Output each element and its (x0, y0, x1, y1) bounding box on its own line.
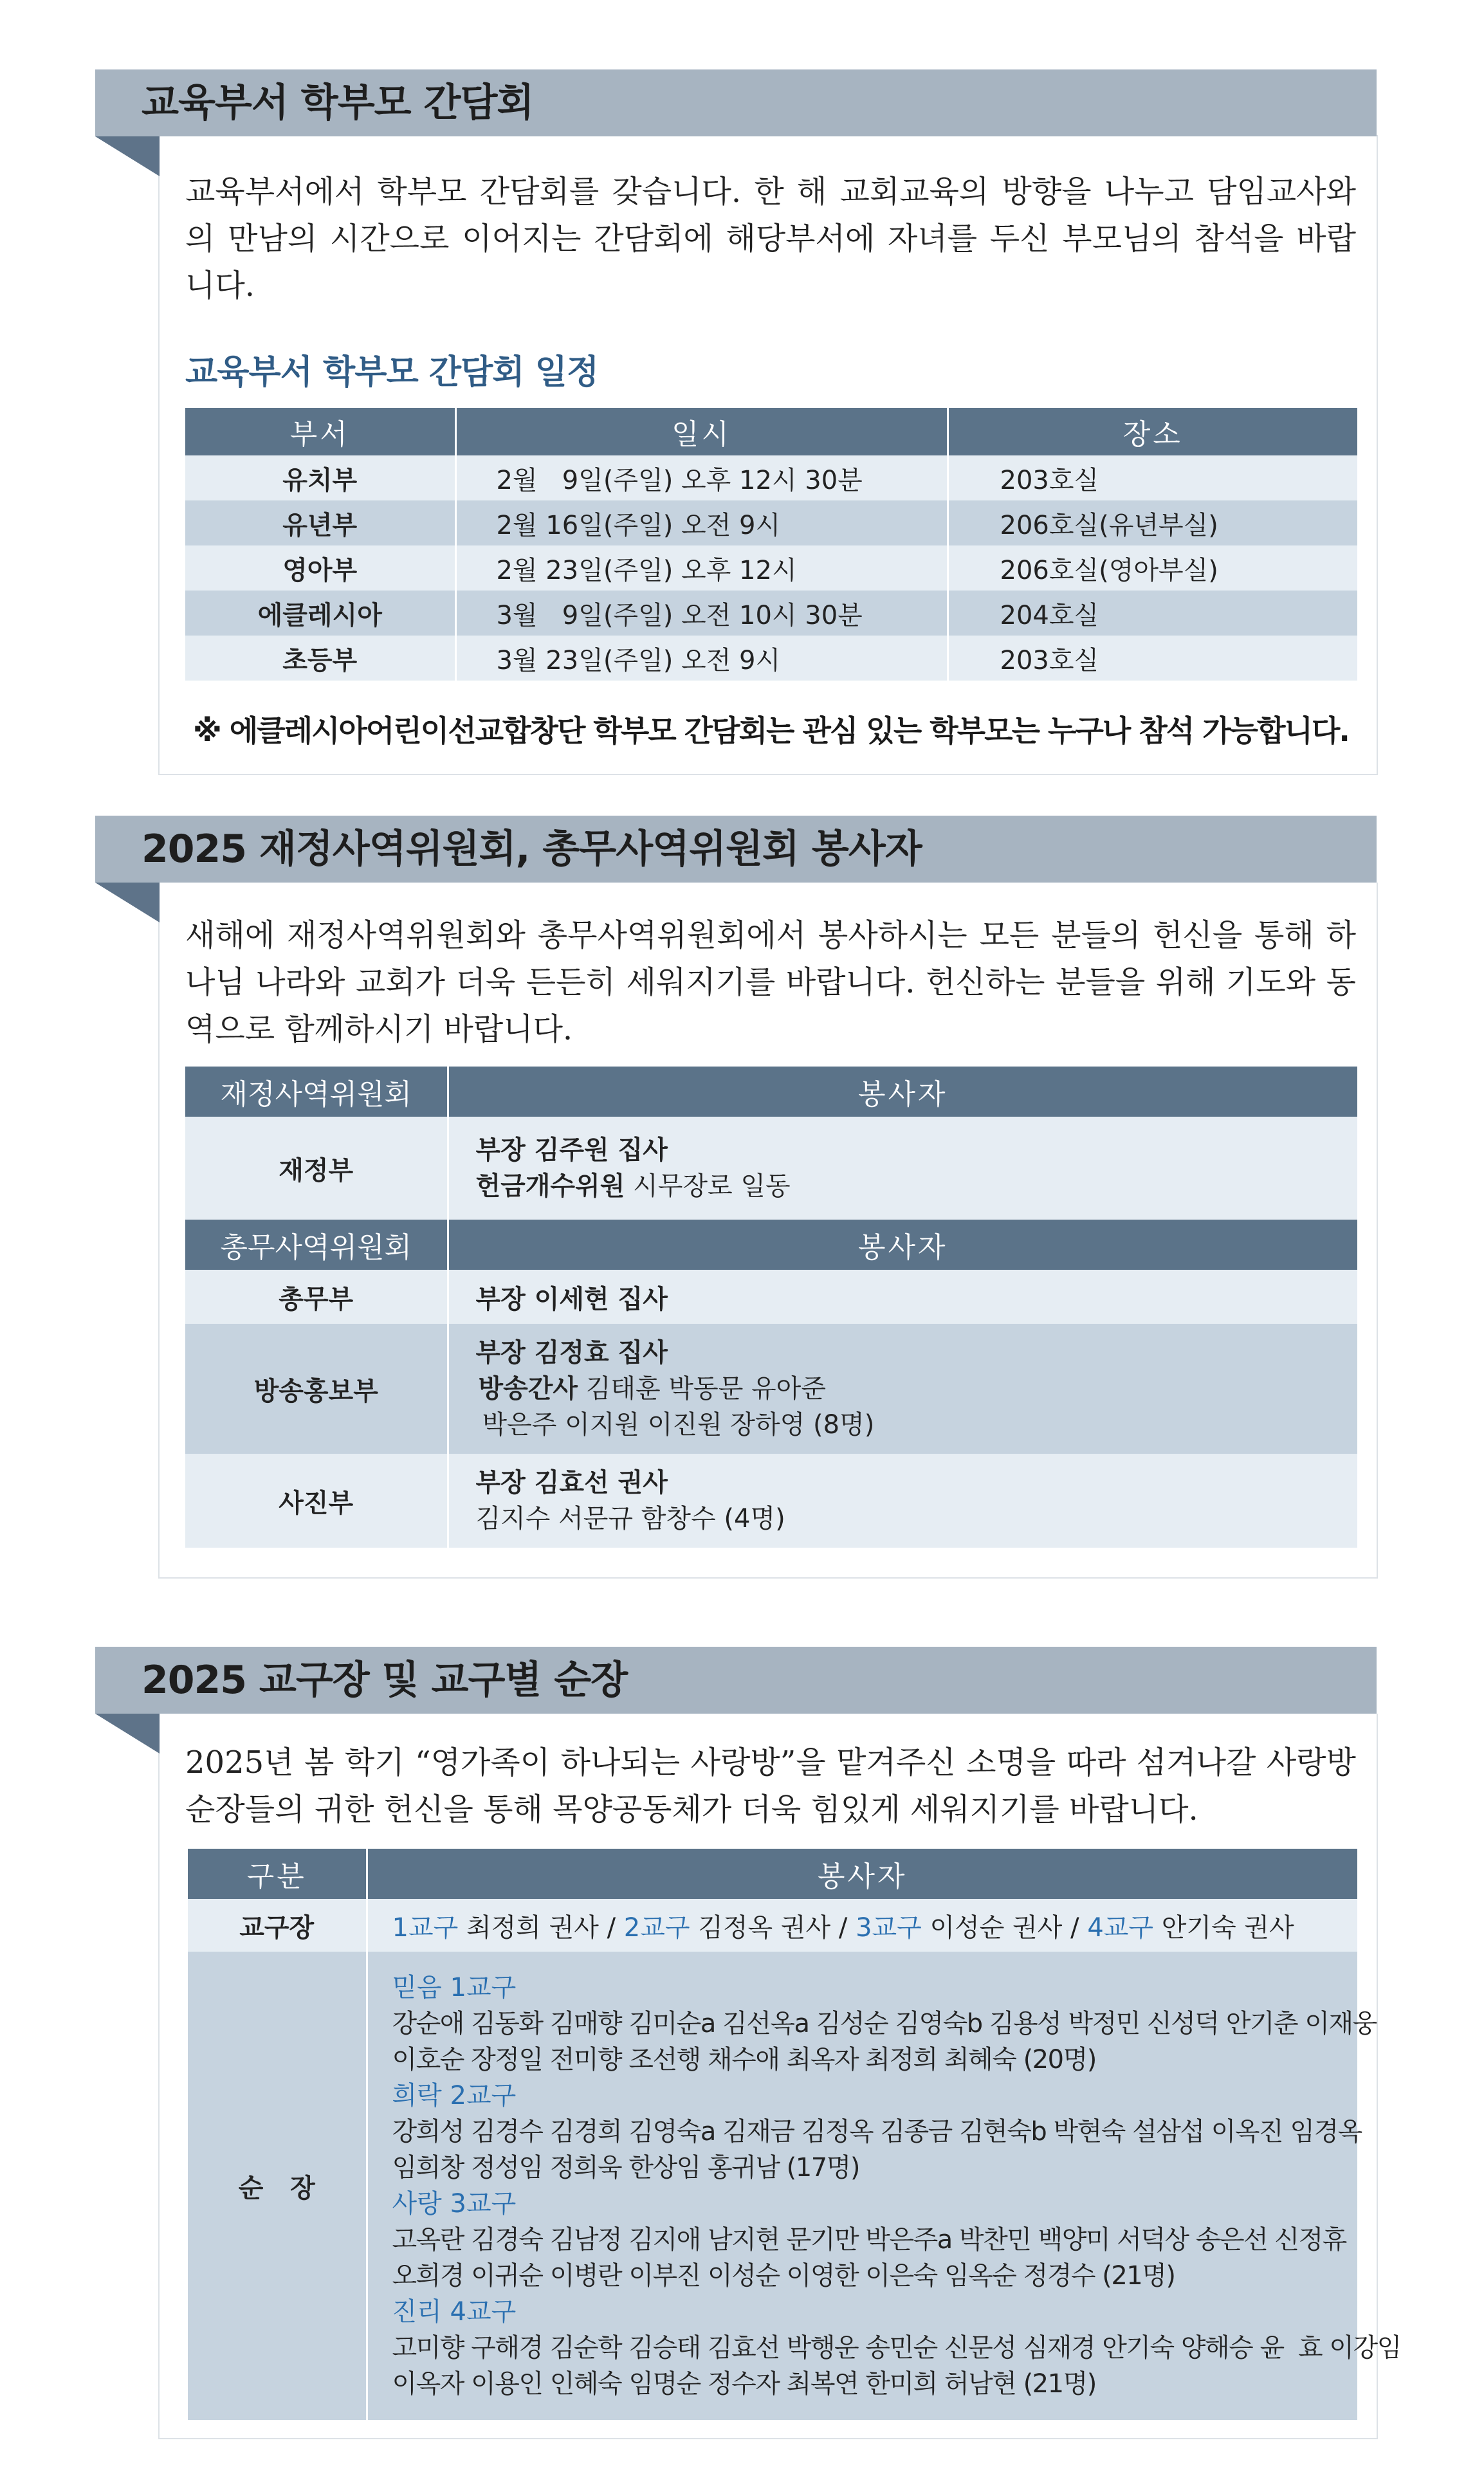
schedule-title: 교육부서 학부모 간담회 일정 (185, 353, 599, 392)
leader-line: 부장 김효선 권사 (475, 1468, 668, 1498)
leader-name: 최정희 권사 / (458, 1912, 624, 1943)
section-paragraph: 2025년 봄 학기 “영가족이 하나되는 사랑방”을 맡겨주신 소명을 따라 섬겨나갈 사랑방 순장들의 귀한 헌신을 통해 목양공동체가 더욱 힘있게 세워지기를 바랍니다. (185, 1745, 1356, 1828)
schedule-table (185, 408, 1357, 681)
leader-line: 부장 김정효 집사 (475, 1338, 668, 1368)
role-members: 시무장로 일동 (625, 1171, 791, 1201)
header-general-committee: 총무사역위원회 (185, 1220, 448, 1270)
group-list (368, 1961, 1401, 2411)
group-members: 이옥자 이용인 인혜숙 임명순 정수자 최복연 한미희 허남현 (21명) (392, 2369, 1096, 2399)
place-cell: 206호실(영아부실) (948, 545, 1357, 591)
dept-cell: 유년부 (185, 500, 455, 545)
dept-cell: 에클레시아 (185, 591, 455, 636)
district-name: 4교구 (1087, 1912, 1154, 1943)
section-header (95, 816, 1377, 883)
group-name: 진리 4교구 (392, 2297, 517, 2327)
volunteer-cell (448, 1454, 1357, 1548)
role-label: 방송간사 (478, 1374, 578, 1404)
table-row (185, 636, 1357, 681)
table-row (185, 1454, 1357, 1548)
group-members: 강순애 김동화 김매향 김미순a 김선옥a 김성순 김영숙b 김용성 박정민 신성덕 안기춘 이재웅 (392, 2009, 1377, 2038)
table-row (185, 1324, 1357, 1454)
date-cell: 2월 23일(주일) 오후 12시 (455, 545, 948, 591)
role-label: 헌금개수위원 (475, 1171, 625, 1201)
section-title: 2025 교구장 및 교구별 순장 (142, 1658, 628, 1703)
place-cell: 204호실 (948, 591, 1357, 636)
dept-cell: 사진부 (185, 1454, 448, 1548)
table-row (185, 500, 1357, 545)
member-line: 김지수 서문규 함창수 (4명) (475, 1504, 785, 1534)
date-cell: 2월 9일(주일) 오후 12시 30분 (455, 455, 948, 500)
dept-cell: 방송홍보부 (185, 1324, 448, 1454)
group-members: 임희창 정성임 정희욱 한상임 홍귀남 (17명) (392, 2153, 859, 2183)
header-fold-decoration (95, 136, 160, 176)
district-table (188, 1849, 1401, 2420)
dept-cell: 총무부 (185, 1270, 448, 1324)
volunteer-cell: 부장 이세현 집사 (448, 1270, 1357, 1324)
table-row (185, 545, 1357, 591)
header-fold-decoration (95, 883, 160, 922)
section-title: 교육부서 학부모 간담회 (142, 80, 534, 125)
member-line: 박은주 이지원 이진원 장하영 (8명) (482, 1410, 875, 1440)
date-cell: 3월 9일(주일) 오전 10시 30분 (455, 591, 948, 636)
group-leader-label: 순 장 (188, 1952, 367, 2420)
group-members: 고옥란 김경숙 김남정 김지애 남지현 문기만 박은주a 박찬민 백양미 서덕상 송은선 신정휴 (392, 2225, 1346, 2255)
dept-cell: 유치부 (185, 455, 455, 500)
group-name: 믿음 1교구 (392, 1973, 517, 2002)
group-name: 희락 2교구 (392, 2081, 517, 2111)
dept-cell: 영아부 (185, 545, 455, 591)
header-volunteer: 봉사자 (367, 1849, 1357, 1899)
header-place: 장소 (948, 408, 1357, 455)
table-row (188, 1952, 1357, 2420)
group-members: 이호순 장정일 전미향 조선행 채수애 최옥자 최정희 최혜숙 (20명) (392, 2045, 1096, 2075)
dept-cell: 초등부 (185, 636, 455, 681)
table-row (188, 1899, 1357, 1952)
table-row (185, 1117, 1357, 1220)
header-category: 구분 (188, 1849, 367, 1899)
date-cell: 2월 16일(주일) 오전 9시 (455, 500, 948, 545)
section-header (95, 69, 1377, 136)
table-row (185, 455, 1357, 500)
role-members: 김태훈 박동문 유아준 (578, 1374, 826, 1404)
section-paragraph: 새해에 재정사역위원회와 총무사역위원회에서 봉사하시는 모든 분들의 헌신을 통해 하나님 나라와 교회가 더욱 든든히 세워지기를 바랍니다. 헌신하는 분들을 위해 기도와 동역으로 함께하시기 바랍니다. (185, 917, 1356, 1047)
leader-name: 안기숙 권사 (1153, 1912, 1294, 1943)
volunteer-table (185, 1067, 1357, 1548)
volunteer-cell (448, 1324, 1357, 1454)
place-cell: 203호실 (948, 455, 1357, 500)
header-volunteer: 봉사자 (448, 1067, 1357, 1117)
member-line (476, 1168, 1358, 1204)
leader-line: 부장 김주원 집사 (475, 1135, 668, 1165)
table-row (185, 591, 1357, 636)
leader-name: 김정옥 권사 / (690, 1912, 856, 1943)
header-volunteer: 봉사자 (448, 1220, 1357, 1270)
district-name: 2교구 (623, 1912, 690, 1943)
group-name: 사랑 3교구 (392, 2189, 517, 2219)
dept-cell: 재정부 (185, 1117, 448, 1220)
place-cell: 206호실(유년부실) (948, 500, 1357, 545)
header-fold-decoration (95, 1714, 160, 1754)
table-row (185, 1270, 1357, 1324)
member-line (476, 1371, 1358, 1407)
schedule-note: ※ 에클레시아어린이선교합창단 학부모 간담회는 관심 있는 학부모는 누구나 참석 가능합니다. (193, 713, 1349, 748)
header-date: 일시 (455, 408, 948, 455)
date-cell: 3월 23일(주일) 오전 9시 (455, 636, 948, 681)
group-leaders-cell (367, 1952, 1401, 2420)
district-name: 3교구 (856, 1912, 922, 1943)
volunteer-cell (448, 1117, 1357, 1220)
section-title: 2025 재정사역위원회, 총무사역위원회 봉사자 (142, 827, 922, 872)
district-leader-label: 교구장 (188, 1899, 367, 1952)
header-finance-committee: 재정사역위원회 (185, 1067, 448, 1117)
section-paragraph: 교육부서에서 학부모 간담회를 갖습니다. 한 해 교회교육의 방향을 나누고 담임교사와의 만남의 시간으로 이어지는 간담회에 해당부서에 자녀를 두신 부모님의 참석을 바랍니다. (185, 174, 1356, 304)
leader-name: 이성순 권사 / (921, 1912, 1088, 1943)
group-members: 고미향 구해경 김순학 김승태 김효선 박행운 송민순 신문성 심재경 안기숙 양해승 윤 효 이강임 (392, 2333, 1401, 2363)
section-header (95, 1647, 1377, 1714)
place-cell: 203호실 (948, 636, 1357, 681)
district-leaders-cell (367, 1899, 1357, 1952)
group-members: 오희경 이귀순 이병란 이부진 이성순 이영한 이은숙 임옥순 정경수 (21명) (392, 2261, 1175, 2291)
group-members: 강희성 김경수 김경희 김영숙a 김재금 김정옥 김종금 김현숙b 박현숙 설삼섭 이옥진 임경옥 (392, 2117, 1362, 2147)
district-name: 1교구 (392, 1912, 459, 1943)
header-dept: 부서 (185, 408, 455, 455)
